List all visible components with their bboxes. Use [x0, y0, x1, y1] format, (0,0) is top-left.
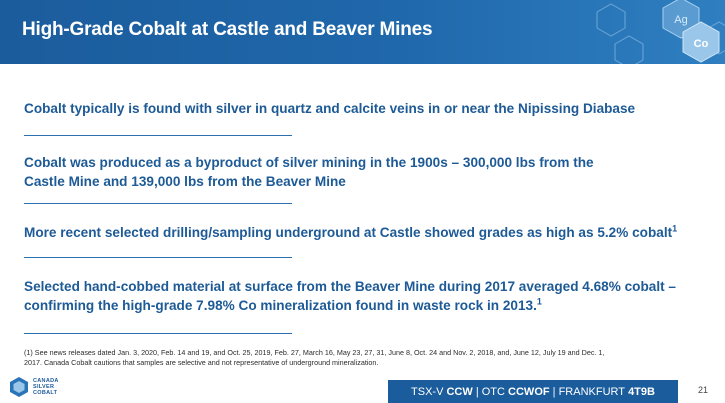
logo-wordmark — [33, 378, 59, 396]
ticker-separator-1: | — [472, 385, 482, 398]
logo-hex-icon — [8, 376, 30, 398]
hex-outline-left — [597, 4, 625, 36]
bullet-nipissing-diabase — [24, 99, 635, 118]
tsxv-symbol: CCW — [446, 385, 473, 398]
slide-title: High-Grade Cobalt at Castle and Beaver Mines — [22, 19, 433, 40]
element-hexagons-graphic — [555, 0, 725, 64]
stock-ticker-bar — [388, 380, 678, 403]
bullet-3-text: More recent selected drilling/sampling underground at Castle showed grades as high as 5.2% cobalt — [24, 225, 673, 240]
otc-label: OTC — [481, 385, 505, 398]
divider-2 — [24, 203, 292, 204]
footnote-line-2: 2017. Canada Cobalt cautions that samples are selective and not representative of underground mineralization. — [24, 358, 379, 367]
bullet-4-line-2: confirming the high-grade 7.98% Co mineralization found in waste rock in 2013. — [24, 298, 537, 313]
logo-line-1: CANADA — [33, 378, 59, 384]
hex-ag-label: Ag — [674, 14, 688, 26]
otc-symbol: CCWOF — [508, 385, 550, 398]
bullet-castle-drilling — [24, 223, 677, 242]
divider-4 — [24, 333, 292, 334]
footnote-line-1: (1) See news releases dated Jan. 3, 2020, Feb. 14 and 19, and Oct. 25, 2019, Feb. 27, March 16, May 23, 27, 31, June 8, Oct. 24 and Nov. 2, 2018, and, June 12, July 19 and Dec. 1, — [24, 348, 605, 357]
page-number: 21 — [698, 385, 709, 395]
bullet-3-footnote-ref: 1 — [672, 223, 678, 234]
bullet-production-history — [24, 153, 594, 191]
divider-1 — [24, 135, 292, 136]
ticker-separator-2: | — [549, 385, 559, 398]
bullet-2-line-1: Cobalt was produced as a byproduct of silver mining in the 1900s – 300,000 lbs from the — [24, 155, 594, 170]
bullet-beaver-sampling — [24, 277, 676, 315]
logo-line-3: COBALT — [33, 390, 58, 396]
divider-3 — [24, 257, 292, 258]
logo-line-2: SILVER — [33, 384, 55, 390]
frankfurt-symbol: 4T9B — [628, 385, 655, 398]
footnote — [24, 348, 704, 368]
company-logo — [8, 376, 59, 398]
hex-co-label: Co — [693, 38, 709, 50]
bullet-1-text: Cobalt typically is found with silver in quartz and calcite veins in or near the Nipissing Diabase — [24, 101, 636, 116]
bullet-4-line-1: Selected hand-cobbed material at surface from the Beaver Mine during 2017 averaged 4.68% cobalt – — [24, 279, 676, 294]
bullet-4-line-2-wrap — [24, 296, 676, 315]
bullet-4-footnote-ref: 1 — [536, 296, 542, 307]
hex-outline-bottom — [615, 36, 643, 64]
frankfurt-label: FRANKFURT — [558, 385, 625, 398]
bullet-2-line-2: Castle Mine and 139,000 lbs from the Beaver Mine — [24, 174, 346, 189]
title-bar — [0, 0, 725, 64]
tsxv-label: TSX-V — [411, 385, 444, 398]
